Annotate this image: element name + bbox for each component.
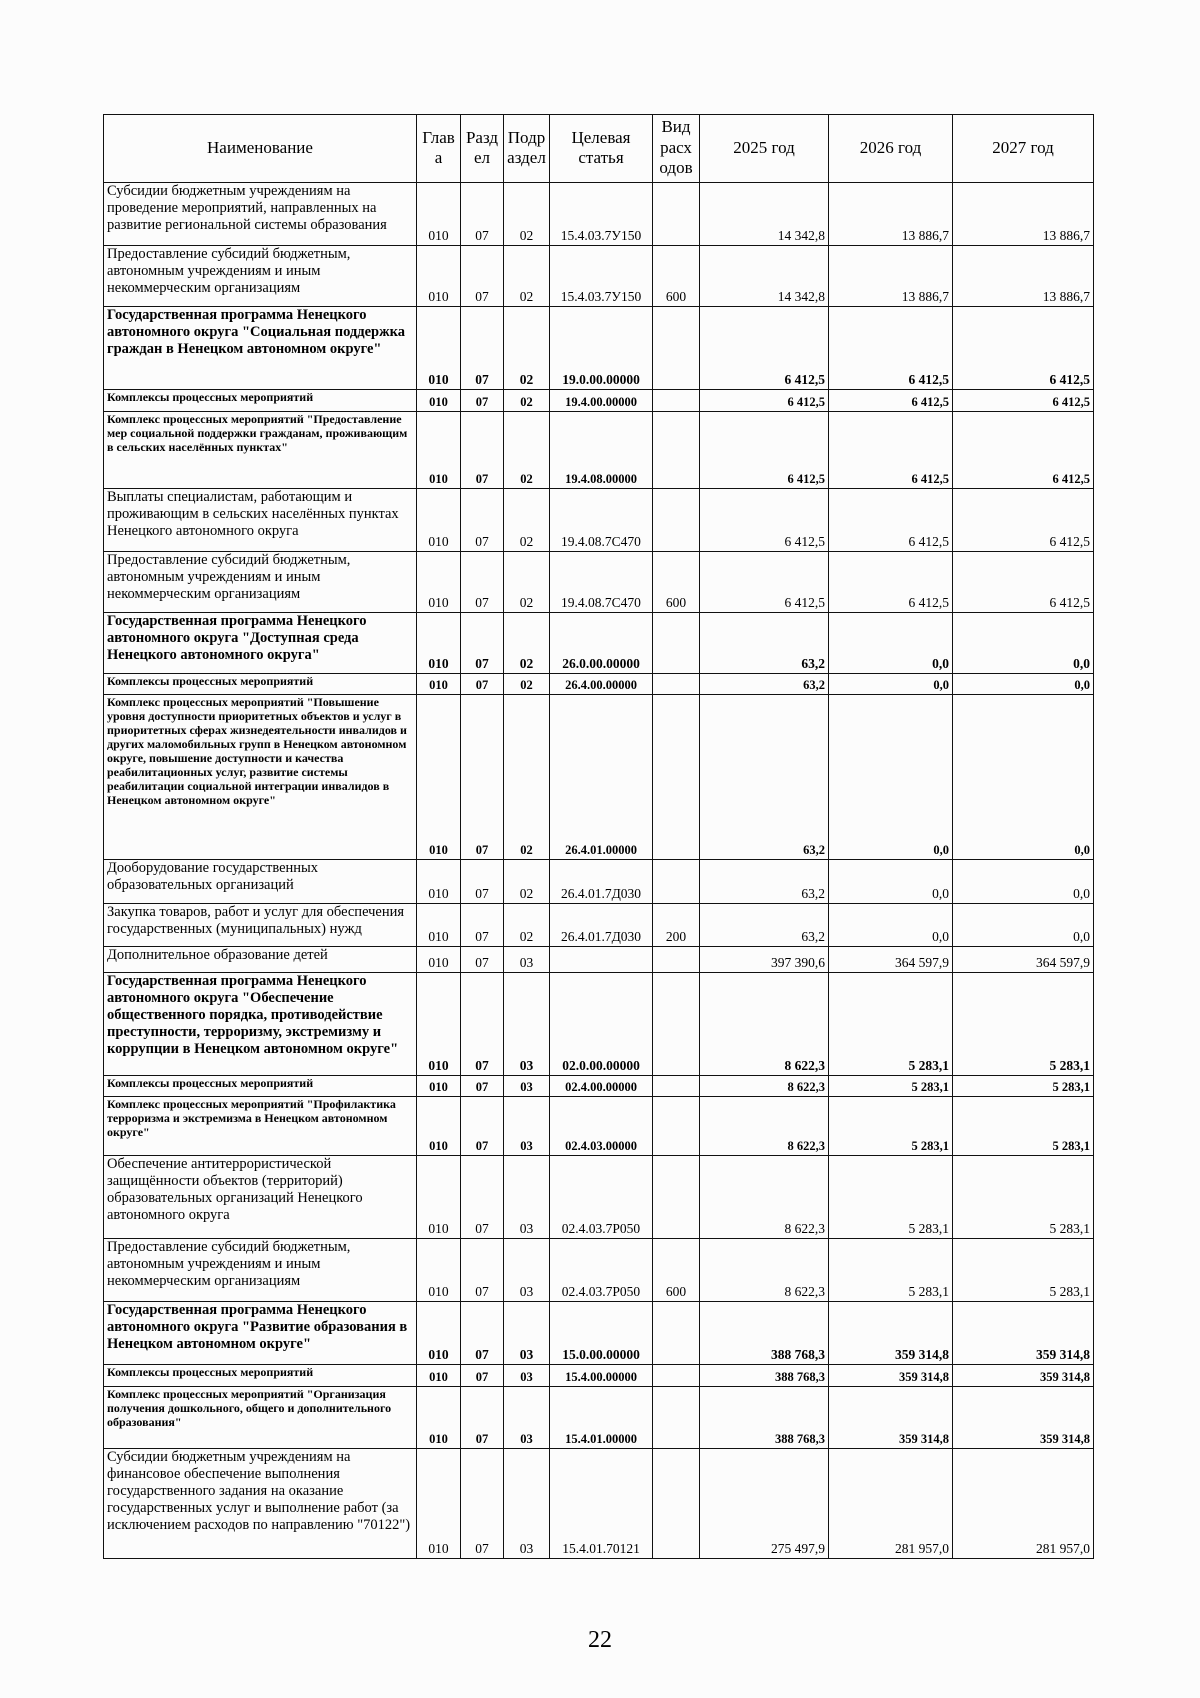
row-name: Предоставление субсидий бюджетным, автономным учреждениям и иным некоммерческим организациям bbox=[104, 246, 417, 307]
row-2025: 388 768,3 bbox=[700, 1387, 829, 1449]
row-2026: 5 283,1 bbox=[829, 1239, 953, 1302]
row-name: Выплаты специалистам, работающим и проживающим в сельских населённых пунктах Ненецкого автономного округа bbox=[104, 489, 417, 552]
row-2025: 63,2 bbox=[700, 860, 829, 904]
row-2025: 388 768,3 bbox=[700, 1302, 829, 1365]
row-vid bbox=[653, 307, 700, 390]
table-row bbox=[104, 1156, 1094, 1239]
row-target: 19.4.08.7С470 bbox=[550, 489, 653, 552]
row-razdel: 07 bbox=[461, 860, 504, 904]
table-row bbox=[104, 1365, 1094, 1387]
row-2025: 388 768,3 bbox=[700, 1365, 829, 1387]
row-podrazdel: 02 bbox=[504, 674, 550, 695]
table-row bbox=[104, 390, 1094, 412]
row-vid bbox=[653, 1449, 700, 1559]
row-name: Государственная программа Ненецкого автономного округа "Обеспечение общественного порядка, противодействие преступности, терроризму, экстремизму и коррупции в Ненецком автономном округе" bbox=[104, 973, 417, 1076]
row-name: Комплексы процессных мероприятий bbox=[104, 1365, 417, 1387]
row-razdel: 07 bbox=[461, 973, 504, 1076]
row-podrazdel: 03 bbox=[504, 1449, 550, 1559]
row-name: Дополнительное образование детей bbox=[104, 947, 417, 973]
row-name: Комплексы процессных мероприятий bbox=[104, 1076, 417, 1097]
row-razdel: 07 bbox=[461, 489, 504, 552]
row-2027: 6 412,5 bbox=[953, 552, 1094, 613]
row-2027: 6 412,5 bbox=[953, 412, 1094, 489]
row-2027: 281 957,0 bbox=[953, 1449, 1094, 1559]
row-glava: 010 bbox=[417, 613, 461, 674]
row-2027: 0,0 bbox=[953, 613, 1094, 674]
row-podrazdel: 02 bbox=[504, 489, 550, 552]
row-2025: 6 412,5 bbox=[700, 307, 829, 390]
row-glava: 010 bbox=[417, 860, 461, 904]
row-glava: 010 bbox=[417, 973, 461, 1076]
row-name: Субсидии бюджетным учреждениям на проведение мероприятий, направленных на развитие региональной системы образования bbox=[104, 183, 417, 246]
table-header bbox=[104, 115, 1094, 183]
row-2025: 6 412,5 bbox=[700, 489, 829, 552]
row-2026: 359 314,8 bbox=[829, 1302, 953, 1365]
row-razdel: 07 bbox=[461, 1365, 504, 1387]
row-razdel: 07 bbox=[461, 1449, 504, 1559]
row-target: 19.4.00.00000 bbox=[550, 390, 653, 412]
row-name: Комплекс процессных мероприятий "Профилактика терроризма и экстремизма в Ненецком автономном округе" bbox=[104, 1097, 417, 1156]
row-podrazdel: 03 bbox=[504, 1365, 550, 1387]
row-2026: 5 283,1 bbox=[829, 1097, 953, 1156]
row-vid bbox=[653, 1302, 700, 1365]
row-target: 02.4.03.7Р050 bbox=[550, 1239, 653, 1302]
row-2027: 5 283,1 bbox=[953, 1156, 1094, 1239]
row-2027: 6 412,5 bbox=[953, 489, 1094, 552]
row-2026: 0,0 bbox=[829, 695, 953, 860]
row-2027: 5 283,1 bbox=[953, 1097, 1094, 1156]
row-target: 02.4.03.00000 bbox=[550, 1097, 653, 1156]
row-vid bbox=[653, 183, 700, 246]
table-row bbox=[104, 489, 1094, 552]
table-row bbox=[104, 674, 1094, 695]
row-target: 15.4.01.70121 bbox=[550, 1449, 653, 1559]
row-2026: 0,0 bbox=[829, 674, 953, 695]
row-glava: 010 bbox=[417, 1076, 461, 1097]
row-target: 02.4.03.7Р050 bbox=[550, 1156, 653, 1239]
row-2025: 8 622,3 bbox=[700, 1076, 829, 1097]
row-razdel: 07 bbox=[461, 904, 504, 947]
row-2025: 275 497,9 bbox=[700, 1449, 829, 1559]
row-podrazdel: 02 bbox=[504, 695, 550, 860]
row-razdel: 07 bbox=[461, 1239, 504, 1302]
row-glava: 010 bbox=[417, 1156, 461, 1239]
row-target bbox=[550, 947, 653, 973]
row-glava: 010 bbox=[417, 674, 461, 695]
table-row bbox=[104, 412, 1094, 489]
row-vid bbox=[653, 489, 700, 552]
table-row bbox=[104, 1097, 1094, 1156]
row-2027: 6 412,5 bbox=[953, 390, 1094, 412]
row-name: Дооборудование государственных образовательных организаций bbox=[104, 860, 417, 904]
row-2025: 8 622,3 bbox=[700, 1239, 829, 1302]
row-name: Комплекс процессных мероприятий "Повышение уровня доступности приоритетных объектов и услуг в приоритетных сферах жизнедеятельности инвалидов и других маломобильных групп в Ненецком автономном округе, повышение доступности и качества реабилитационных услуг, развитие системы реабилитации социальной интеграции инвалидов в Ненецком автономном округе" bbox=[104, 695, 417, 860]
row-podrazdel: 03 bbox=[504, 1302, 550, 1365]
row-2025: 63,2 bbox=[700, 613, 829, 674]
row-podrazdel: 02 bbox=[504, 412, 550, 489]
row-glava: 010 bbox=[417, 904, 461, 947]
row-vid bbox=[653, 412, 700, 489]
row-podrazdel: 03 bbox=[504, 1076, 550, 1097]
row-target: 26.4.01.00000 bbox=[550, 695, 653, 860]
header-razdel: Разд ел bbox=[461, 115, 504, 183]
row-2025: 6 412,5 bbox=[700, 412, 829, 489]
row-vid bbox=[653, 973, 700, 1076]
page-number: 22 bbox=[588, 1627, 612, 1653]
row-2025: 14 342,8 bbox=[700, 183, 829, 246]
row-podrazdel: 03 bbox=[504, 1239, 550, 1302]
table-row bbox=[104, 1076, 1094, 1097]
table-row bbox=[104, 246, 1094, 307]
row-vid: 200 bbox=[653, 904, 700, 947]
row-target: 26.4.01.7Д030 bbox=[550, 904, 653, 947]
row-razdel: 07 bbox=[461, 695, 504, 860]
row-target: 02.4.00.00000 bbox=[550, 1076, 653, 1097]
row-2027: 5 283,1 bbox=[953, 1239, 1094, 1302]
row-podrazdel: 02 bbox=[504, 246, 550, 307]
header-name: Наименование bbox=[104, 115, 417, 183]
row-podrazdel: 02 bbox=[504, 552, 550, 613]
row-podrazdel: 03 bbox=[504, 1097, 550, 1156]
row-name: Предоставление субсидий бюджетным, автономным учреждениям и иным некоммерческим организациям bbox=[104, 1239, 417, 1302]
row-2027: 13 886,7 bbox=[953, 183, 1094, 246]
row-name: Предоставление субсидий бюджетным, автономным учреждениям и иным некоммерческим организациям bbox=[104, 552, 417, 613]
table-row bbox=[104, 973, 1094, 1076]
row-vid bbox=[653, 1387, 700, 1449]
row-podrazdel: 02 bbox=[504, 904, 550, 947]
row-glava: 010 bbox=[417, 489, 461, 552]
row-vid bbox=[653, 1076, 700, 1097]
row-2025: 8 622,3 bbox=[700, 1156, 829, 1239]
row-glava: 010 bbox=[417, 183, 461, 246]
row-glava: 010 bbox=[417, 1365, 461, 1387]
row-glava: 010 bbox=[417, 947, 461, 973]
row-2027: 0,0 bbox=[953, 904, 1094, 947]
row-target: 26.4.00.00000 bbox=[550, 674, 653, 695]
row-name: Комплексы процессных мероприятий bbox=[104, 390, 417, 412]
row-target: 15.4.00.00000 bbox=[550, 1365, 653, 1387]
header-row bbox=[104, 115, 1094, 183]
row-2027: 359 314,8 bbox=[953, 1365, 1094, 1387]
budget-table bbox=[103, 114, 1094, 1559]
row-2025: 397 390,6 bbox=[700, 947, 829, 973]
row-razdel: 07 bbox=[461, 390, 504, 412]
row-vid bbox=[653, 1365, 700, 1387]
row-razdel: 07 bbox=[461, 1156, 504, 1239]
row-podrazdel: 03 bbox=[504, 973, 550, 1076]
table-row bbox=[104, 1302, 1094, 1365]
row-razdel: 07 bbox=[461, 1387, 504, 1449]
table-row bbox=[104, 552, 1094, 613]
row-podrazdel: 03 bbox=[504, 947, 550, 973]
row-name: Государственная программа Ненецкого автономного округа "Доступная среда Ненецкого автономного округа" bbox=[104, 613, 417, 674]
row-2026: 0,0 bbox=[829, 860, 953, 904]
row-2026: 5 283,1 bbox=[829, 1156, 953, 1239]
header-2027: 2027 год bbox=[953, 115, 1094, 183]
table-row bbox=[104, 1387, 1094, 1449]
header-2026: 2026 год bbox=[829, 115, 953, 183]
row-2026: 359 314,8 bbox=[829, 1387, 953, 1449]
row-target: 02.0.00.00000 bbox=[550, 973, 653, 1076]
row-razdel: 07 bbox=[461, 613, 504, 674]
row-2025: 6 412,5 bbox=[700, 552, 829, 613]
row-vid bbox=[653, 1156, 700, 1239]
header-glava: Глав а bbox=[417, 115, 461, 183]
row-razdel: 07 bbox=[461, 1302, 504, 1365]
row-glava: 010 bbox=[417, 1302, 461, 1365]
row-glava: 010 bbox=[417, 390, 461, 412]
row-2027: 0,0 bbox=[953, 674, 1094, 695]
table-row bbox=[104, 904, 1094, 947]
row-glava: 010 bbox=[417, 1387, 461, 1449]
row-vid bbox=[653, 860, 700, 904]
row-glava: 010 bbox=[417, 695, 461, 860]
row-vid bbox=[653, 390, 700, 412]
row-2026: 5 283,1 bbox=[829, 1076, 953, 1097]
header-podrazdel: Подр аздел bbox=[504, 115, 550, 183]
row-2027: 364 597,9 bbox=[953, 947, 1094, 973]
row-2026: 6 412,5 bbox=[829, 552, 953, 613]
row-vid bbox=[653, 674, 700, 695]
table-row bbox=[104, 1449, 1094, 1559]
header-2025: 2025 год bbox=[700, 115, 829, 183]
row-2026: 359 314,8 bbox=[829, 1365, 953, 1387]
row-razdel: 07 bbox=[461, 1076, 504, 1097]
row-2026: 13 886,7 bbox=[829, 246, 953, 307]
row-razdel: 07 bbox=[461, 307, 504, 390]
row-name: Комплекс процессных мероприятий "Предоставление мер социальной поддержки гражданам, проживающим в сельских населённых пунктах" bbox=[104, 412, 417, 489]
row-target: 15.4.01.00000 bbox=[550, 1387, 653, 1449]
row-2026: 13 886,7 bbox=[829, 183, 953, 246]
row-razdel: 07 bbox=[461, 1097, 504, 1156]
row-target: 26.4.01.7Д030 bbox=[550, 860, 653, 904]
row-name: Комплекс процессных мероприятий "Организация получения дошкольного, общего и дополнительного образования" bbox=[104, 1387, 417, 1449]
row-2026: 0,0 bbox=[829, 904, 953, 947]
row-2025: 63,2 bbox=[700, 674, 829, 695]
row-2025: 8 622,3 bbox=[700, 1097, 829, 1156]
row-name: Государственная программа Ненецкого автономного округа "Социальная поддержка граждан в Ненецком автономном округе" bbox=[104, 307, 417, 390]
row-glava: 010 bbox=[417, 1239, 461, 1302]
row-name: Государственная программа Ненецкого автономного округа "Развитие образования в Ненецком автономном округе" bbox=[104, 1302, 417, 1365]
row-razdel: 07 bbox=[461, 183, 504, 246]
row-2026: 6 412,5 bbox=[829, 412, 953, 489]
row-vid: 600 bbox=[653, 552, 700, 613]
row-glava: 010 bbox=[417, 552, 461, 613]
row-name: Обеспечение антитеррористической защищённости объектов (территорий) образовательных организаций Ненецкого автономного округа bbox=[104, 1156, 417, 1239]
row-2025: 63,2 bbox=[700, 904, 829, 947]
row-2027: 5 283,1 bbox=[953, 1076, 1094, 1097]
table-row bbox=[104, 947, 1094, 973]
row-vid bbox=[653, 947, 700, 973]
row-2025: 14 342,8 bbox=[700, 246, 829, 307]
row-2027: 6 412,5 bbox=[953, 307, 1094, 390]
row-name: Комплексы процессных мероприятий bbox=[104, 674, 417, 695]
row-glava: 010 bbox=[417, 412, 461, 489]
row-2027: 359 314,8 bbox=[953, 1387, 1094, 1449]
row-name: Субсидии бюджетным учреждениям на финансовое обеспечение выполнения государственного задания на оказание государственных услуг и выполнение работ (за исключением расходов по направлению "70122") bbox=[104, 1449, 417, 1559]
row-glava: 010 bbox=[417, 1097, 461, 1156]
row-target: 19.4.08.00000 bbox=[550, 412, 653, 489]
row-podrazdel: 02 bbox=[504, 390, 550, 412]
row-2025: 6 412,5 bbox=[700, 390, 829, 412]
header-target: Целевая статья bbox=[550, 115, 653, 183]
row-vid bbox=[653, 695, 700, 860]
row-2026: 6 412,5 bbox=[829, 489, 953, 552]
row-name: Закупка товаров, работ и услуг для обеспечения государственных (муниципальных) нужд bbox=[104, 904, 417, 947]
row-razdel: 07 bbox=[461, 552, 504, 613]
row-podrazdel: 02 bbox=[504, 860, 550, 904]
row-podrazdel: 02 bbox=[504, 307, 550, 390]
table-body bbox=[104, 183, 1094, 1559]
row-target: 26.0.00.00000 bbox=[550, 613, 653, 674]
row-glava: 010 bbox=[417, 1449, 461, 1559]
row-podrazdel: 03 bbox=[504, 1156, 550, 1239]
row-2026: 6 412,5 bbox=[829, 390, 953, 412]
row-razdel: 07 bbox=[461, 947, 504, 973]
row-glava: 010 bbox=[417, 246, 461, 307]
row-razdel: 07 bbox=[461, 674, 504, 695]
table-row bbox=[104, 695, 1094, 860]
row-target: 15.4.03.7У150 bbox=[550, 246, 653, 307]
row-vid: 600 bbox=[653, 1239, 700, 1302]
row-2026: 0,0 bbox=[829, 613, 953, 674]
row-vid: 600 bbox=[653, 246, 700, 307]
row-vid bbox=[653, 613, 700, 674]
row-2026: 281 957,0 bbox=[829, 1449, 953, 1559]
row-vid bbox=[653, 1097, 700, 1156]
row-2025: 63,2 bbox=[700, 695, 829, 860]
row-2026: 364 597,9 bbox=[829, 947, 953, 973]
table-row bbox=[104, 860, 1094, 904]
row-target: 15.4.03.7У150 bbox=[550, 183, 653, 246]
row-target: 15.0.00.00000 bbox=[550, 1302, 653, 1365]
row-2026: 6 412,5 bbox=[829, 307, 953, 390]
row-2027: 0,0 bbox=[953, 860, 1094, 904]
row-podrazdel: 02 bbox=[504, 183, 550, 246]
row-target: 19.0.00.00000 bbox=[550, 307, 653, 390]
table-row bbox=[104, 613, 1094, 674]
row-glava: 010 bbox=[417, 307, 461, 390]
row-razdel: 07 bbox=[461, 412, 504, 489]
row-2027: 13 886,7 bbox=[953, 246, 1094, 307]
table-row bbox=[104, 183, 1094, 246]
table-row bbox=[104, 307, 1094, 390]
row-2027: 5 283,1 bbox=[953, 973, 1094, 1076]
row-podrazdel: 03 bbox=[504, 1387, 550, 1449]
row-2027: 359 314,8 bbox=[953, 1302, 1094, 1365]
table-row bbox=[104, 1239, 1094, 1302]
row-2027: 0,0 bbox=[953, 695, 1094, 860]
row-podrazdel: 02 bbox=[504, 613, 550, 674]
row-2026: 5 283,1 bbox=[829, 973, 953, 1076]
row-2025: 8 622,3 bbox=[700, 973, 829, 1076]
header-vid: Вид расх одов bbox=[653, 115, 700, 183]
row-razdel: 07 bbox=[461, 246, 504, 307]
row-target: 19.4.08.7С470 bbox=[550, 552, 653, 613]
